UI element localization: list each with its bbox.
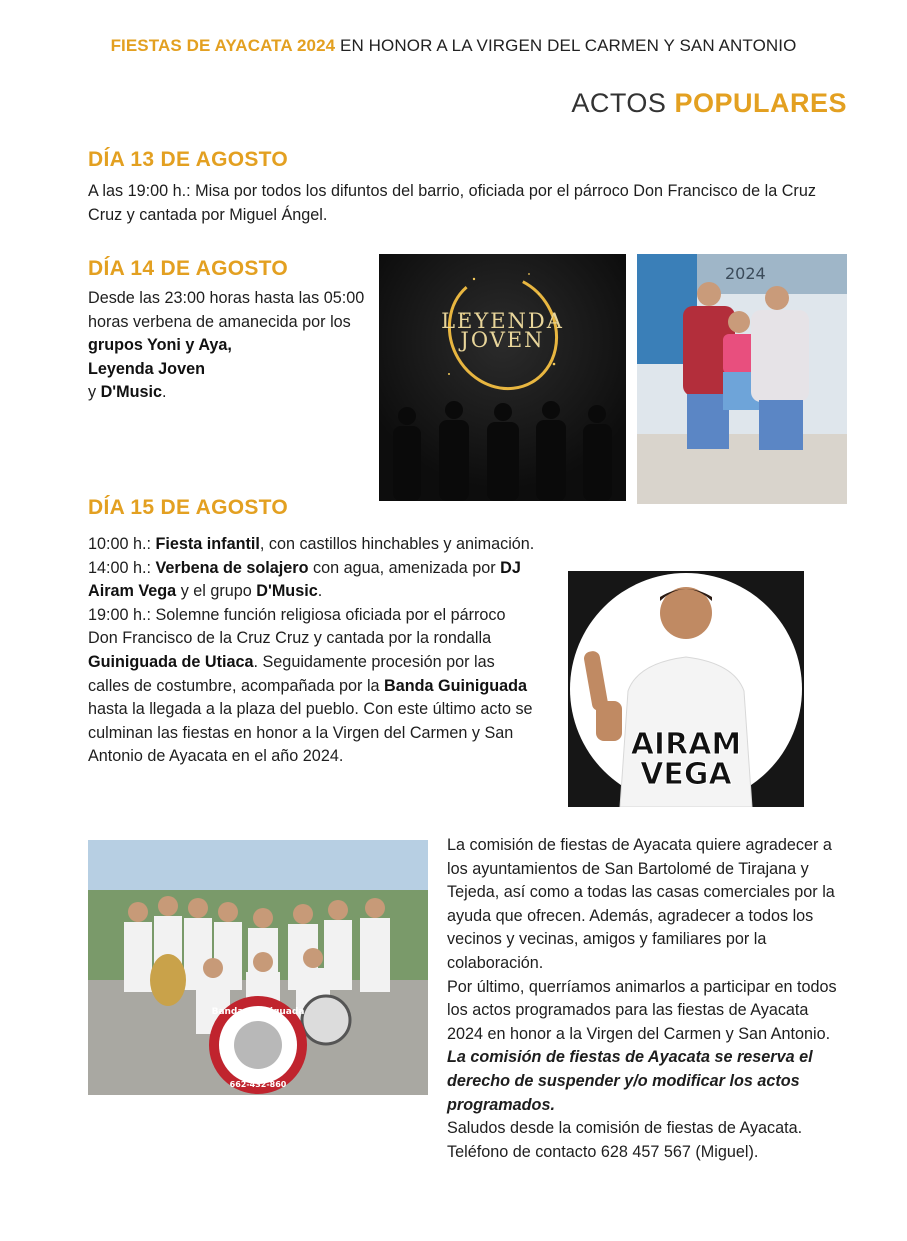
- day-14-intro: Desde las 23:00 horas hasta las 05:00 horas verbena de amanecida por los: [88, 289, 365, 331]
- leyenda-joven-poster: [379, 254, 626, 501]
- day-14-group-2: Leyenda Joven: [88, 359, 205, 378]
- dj-airam-vega-photo: [568, 571, 804, 807]
- poster-graphic: [379, 254, 626, 501]
- drum-phone: 662-432-860: [229, 1080, 287, 1089]
- day-14-y: y: [88, 383, 97, 402]
- closing-greeting: Saludos desde la comisión de fiestas de Ayacata.: [447, 1119, 803, 1138]
- closing-invitation: Por último, querríamos animarlos a participar en todos los actos programados para las fiestas de Ayacata 2024 en honor a la Virgen del Carmen y San Antonio.: [447, 977, 837, 1043]
- event-fiesta-infantil: Fiesta infantil: [155, 535, 260, 553]
- header-highlight: FIESTAS DE AYACATA 2024: [110, 36, 336, 55]
- dj-name-line2: VEGA: [640, 757, 732, 792]
- closing-text: [447, 834, 847, 1164]
- event-dmusic: D'Music: [256, 582, 318, 601]
- day-15-text: [88, 533, 536, 769]
- poster-title-line1: LEYENDA: [441, 309, 564, 333]
- time-14: 14:00 h.:: [88, 558, 152, 577]
- event-banda-guiniguada: Banda Guiniguada: [384, 676, 528, 695]
- time-10: 10:00 h.:: [88, 535, 152, 553]
- group-photo-graphic: [637, 254, 847, 504]
- event-rondalla: Guiniguada de Utiaca: [88, 652, 254, 671]
- event-dj-airam-vega: DJ Airam Vega: [88, 558, 521, 601]
- event-verbena-desc: con agua, amenizada por: [312, 558, 496, 577]
- section-title: [571, 88, 847, 119]
- tuba: [150, 954, 186, 1006]
- dj-name-line1: AIRAM: [630, 727, 742, 762]
- section-title-bold: POPULARES: [674, 88, 847, 118]
- event-procesion: . Seguidamente procesión por las calles de costumbre, acompañada por la: [88, 652, 495, 695]
- banda-guiniguada-photo: [88, 840, 428, 1095]
- day-14-group-1: grupos Yoni y Aya,: [88, 336, 232, 355]
- yoni-aya-photo: [637, 254, 847, 504]
- event-verbena-solajero: Verbena de solajero: [155, 558, 309, 577]
- event-grupo-text: y el grupo: [180, 582, 252, 601]
- dj-graphic: [568, 571, 804, 807]
- section-title-light: ACTOS: [571, 88, 667, 118]
- event-fiesta-infantil-desc: , con castillos hinchables y animación.: [259, 535, 535, 553]
- event-closing-act: hasta la llegada a la plaza del pueblo. Con este último acto se culminan las fiestas en honor a la Virgen del Carmen y San Antonio de Ayacata en el año 2024.: [88, 700, 533, 766]
- day-15-title: DÍA 15 DE AGOSTO: [88, 496, 289, 519]
- poster-title-line2: JOVEN: [460, 328, 545, 352]
- day-13-text: A las 19:00 h.: Misa por todos los difuntos del barrio, oficiada por el párroco Don Francisco de la Cruz Cruz y cantada por Miguel Ángel.: [88, 182, 816, 224]
- closing-disclaimer: La comisión de fiestas de Ayacata se reserva el derecho de suspender y/o modificar los actos programados.: [447, 1048, 813, 1114]
- event-funcion-religiosa: 19:00 h.: Solemne función religiosa oficiada por el párroco Don Francisco de la Cruz Cruz y cantada por la rondalla: [88, 605, 506, 648]
- closing-thanks: La comisión de fiestas de Ayacata quiere agradecer a los ayuntamientos de San Bartolomé de Tirajana y Tejeda, así como a todas las casas comerciales por la ayuda que ofrecen. Además, agradecer a todos los vecinos y vecinas, amigos y familiares por la colaboración.: [447, 836, 835, 972]
- snare-drum: [302, 996, 350, 1044]
- drum-text: Banda Guiniguada: [211, 1007, 305, 1017]
- day-14-end: .: [162, 383, 167, 402]
- closing-contact: Teléfono de contacto 628 457 567 (Miguel).: [447, 1142, 759, 1161]
- photo-banner-year: 2024: [725, 264, 766, 283]
- day-14-text: [88, 287, 373, 405]
- event-dmusic-end: .: [317, 582, 323, 601]
- page-header: [0, 36, 907, 56]
- day-14-title: DÍA 14 DE AGOSTO: [88, 257, 289, 280]
- poster-title: [379, 309, 626, 352]
- day-13-title: DÍA 13 DE AGOSTO: [88, 148, 289, 171]
- band-photo-graphic: [88, 840, 428, 1095]
- day-14-group-3: D'Music: [100, 383, 163, 402]
- header-subtitle: EN HONOR A LA VIRGEN DEL CARMEN Y SAN ANTONIO: [340, 36, 797, 55]
